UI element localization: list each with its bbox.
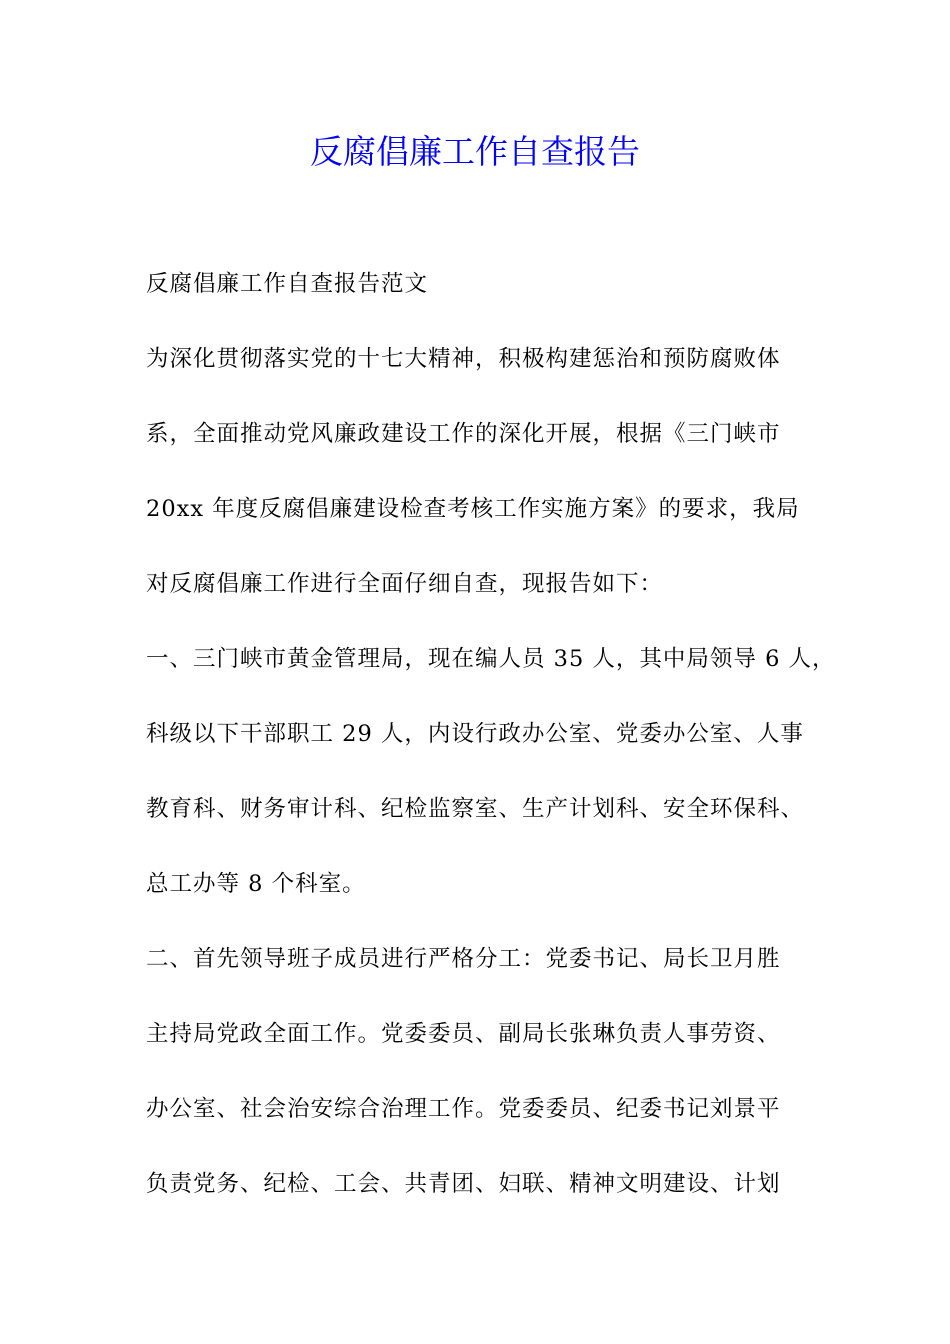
body-line-7: 科级以下干部职工 29 人，内设行政办公室、党委办公室、人事 [146, 721, 804, 747]
body-line-4: 20xx 年度反腐倡廉建设检查考核工作实施方案》的要求，我局 [146, 496, 800, 522]
body-line-11: 主持局党政全面工作。党委委员、副局长张琳负责人事劳资、 [146, 1021, 781, 1047]
document-body [146, 264, 836, 1239]
body-line-3: 系，全面推动党风廉政建设工作的深化开展，根据《三门峡市 [146, 421, 781, 447]
body-line-6: 一、三门峡市黄金管理局，现在编人员 35 人，其中局领导 6 人， [146, 646, 836, 672]
body-line-2: 为深化贯彻落实党的十七大精神，积极构建惩治和预防腐败体 [146, 346, 781, 372]
body-line-9: 总工办等 8 个科室。 [146, 871, 366, 897]
body-line-10: 二、首先领导班子成员进行严格分工：党委书记、局长卫月胜 [146, 946, 781, 972]
body-line-1: 反腐倡廉工作自查报告范文 [146, 271, 429, 297]
body-line-8: 教育科、财务审计科、纪检监察室、生产计划科、安全环保科、 [146, 796, 805, 822]
body-line-13: 负责党务、纪检、工会、共青团、妇联、精神文明建设、计划 [146, 1171, 781, 1197]
body-line-12: 办公室、社会治安综合治理工作。党委委员、纪委书记刘景平 [146, 1096, 781, 1122]
document-title: 反腐倡廉工作自查报告 [310, 132, 640, 171]
body-line-5: 对反腐倡廉工作进行全面仔细自查，现报告如下： [146, 571, 664, 597]
